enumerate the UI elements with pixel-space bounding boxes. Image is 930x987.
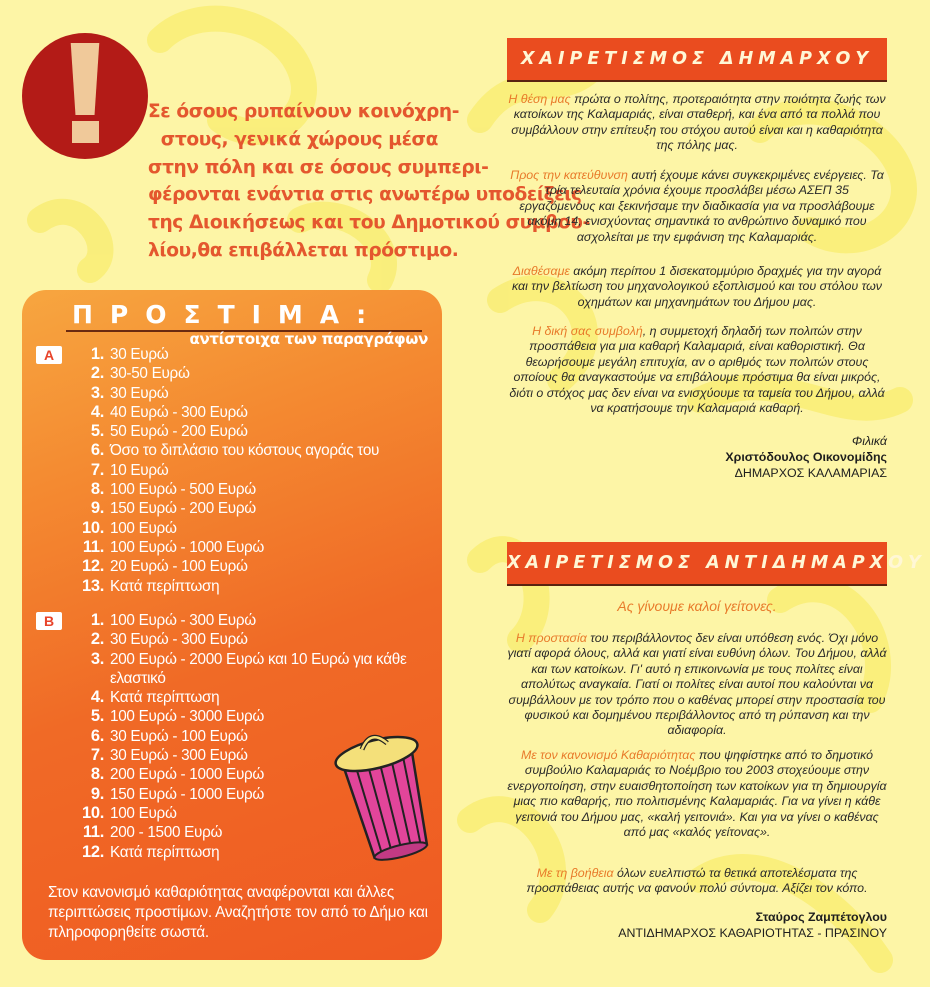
intro-line: στους, γενικά χώρους μέσα (160, 128, 438, 150)
paragraph-lead: Με τη βοήθεια (536, 866, 614, 880)
fine-number: 2. (90, 364, 104, 383)
fine-amount: 150 Ευρώ - 1000 Ευρώ (110, 785, 265, 803)
fine-number: 10. (81, 803, 104, 822)
deputy-subhead: Ας γίνουμε καλοί γείτονες. (617, 598, 777, 614)
intro-line: Σε όσους ρυπαίνουν κοινόχρη- (148, 101, 460, 122)
fine-amount: 30 Ευρώ - 300 Ευρώ (110, 747, 248, 765)
paragraph-text: που ψηφίστηκε από το δημοτικό συμβούλιο Καλαμαριάς το Νοέμβριο του 2003 στοχεύουμε στην ενεργοποίηση, στην ευαισθητοποίηση των κατοίκων για τη δημιουργία μιας πιο καθαρής, πιο πολιτισμένης Καλαμαριάς. Για να γίνει η κάθε γειτονιά του Δήμου μας, «καλή γειτονιά». Και για να γίνει ο καθένας από μας «καλός γείτονας». (507, 748, 887, 840)
fine-item (66, 499, 379, 518)
fine-amount: 200 - 1500 Ευρώ (110, 824, 223, 842)
fine-item (66, 461, 379, 480)
fine-number: 11. (82, 823, 104, 842)
fine-amount: 100 Ευρώ - 500 Ευρώ (110, 481, 256, 499)
fine-number: 5. (90, 422, 104, 441)
section-b-badge: B (36, 612, 62, 630)
fine-item (66, 519, 379, 538)
fine-number: 8. (90, 480, 104, 499)
fine-number: 11. (82, 537, 104, 556)
fine-number: 6. (90, 726, 104, 745)
fine-number: 10. (81, 518, 104, 537)
mayor-paragraph (507, 264, 887, 310)
fine-amount: 150 Ευρώ - 200 Ευρώ (110, 500, 256, 518)
fine-amount: 100 Ευρώ - 300 Ευρώ (110, 612, 256, 629)
mayor-paragraph (507, 168, 887, 245)
fine-item (66, 557, 379, 576)
mayor-banner: ΧΑΙΡΕΤΙΣΜΟΣ ΔΗΜΑΡΧΟΥ (507, 38, 887, 80)
fines-title: ΠΡΟΣΤΙΜΑ: (72, 300, 384, 329)
fine-amount: 40 Ευρώ - 300 Ευρώ (110, 403, 248, 421)
fine-item (66, 650, 430, 689)
fine-number: 9. (90, 499, 104, 518)
fine-amount: 30 Ευρώ - 100 Ευρώ (110, 727, 248, 745)
mayor-signature (507, 433, 887, 481)
paragraph-text: πρώτα ο πολίτης, προτεραιότητα στην ποιότητα ζωής των κατοίκων της Καλαμαριάς, είναι σταθερή, και ένα από τα πολλά που συμβάλλουν στην επίτευξη του στόχου αυτού είναι και η καθαριότητα της πόλης μας. (511, 92, 886, 153)
fine-amount: 30-50 Ευρώ (110, 365, 190, 383)
paragraph-text: , η συμμετοχή δηλαδή των πολιτών στην προσπάθεια για μια καθαρή Καλαμαριά, είναι καθοριστική. Θα θεωρήσουμε μεγάλη επιτυχία, αν ο αριθμός των πολιτών στους οποίους θα αναγκαστούμε να επιβάλουμε πρόστιμα θα είναι μικρός, διότι ο στόχος μας δεν είναι να ενισχύουμε τα ταμεία του Δήμου, αλλά να κρατήσουμε την Καλαμαριά καθαρή. (509, 324, 885, 416)
intro-line: στην πόλη και σε όσους συμπερι- (148, 156, 489, 178)
paragraph-lead: Με τον κανονισμό Καθαριότητας (520, 748, 696, 762)
intro-line: λίου,θα επιβάλλεται πρόστιμο. (148, 239, 459, 261)
mayor-paragraph (507, 324, 887, 416)
fine-amount: 100 Ευρώ - 1000 Ευρώ (110, 538, 265, 556)
fine-number: 3. (90, 383, 104, 402)
fine-amount: 20 Ευρώ - 100 Ευρώ (110, 558, 248, 576)
paragraph-lead: Η δική σας συμβολή (532, 324, 643, 338)
fine-number: 8. (90, 765, 104, 784)
fine-amount: 200 Ευρώ - 1000 Ευρώ (110, 766, 265, 784)
fine-amount: 10 Ευρώ (110, 461, 169, 479)
fine-item (66, 441, 379, 460)
paragraph-lead: Η θέση μας (508, 92, 571, 106)
deputy-paragraph (507, 631, 887, 739)
fine-number: 4. (90, 688, 104, 707)
fine-number: 6. (90, 441, 104, 460)
paragraph-text: ακόμη περίπου 1 δισεκατομμύριο δραχμές για την αγορά και την βελτίωση του μηχανολογικού εξοπλισμού και του στόλου των οχημάτων και μηχανημάτων του Δήμου μας. (512, 264, 882, 309)
fine-item (66, 480, 379, 499)
paragraph-text: αυτή έχουμε κάνει συγκεκριμένες ενέργειες. Τα τρία τελευταία χρόνια έχουμε προσλάβει μέσω ΑΣΕΠ 35 εργαζόμενους και ξεκινήσαμε την διαδικασία για να προσλάβουμε ακόμη 14, ενισχύοντας σημαντικά το ανθρώπινο δυναμικό που ασχολείται με την εμφάνιση της Καλαμαριάς. (519, 168, 884, 244)
fine-amount: Κατά περίπτωση (110, 843, 220, 861)
fine-amount: Κατά περίπτωση (110, 577, 220, 595)
paragraph-lead: Διαθέσαμε (512, 264, 570, 278)
fine-amount: 30 Ευρώ (110, 384, 169, 402)
fine-amount: 100 Ευρώ (110, 804, 177, 822)
deputy-signature (507, 909, 887, 941)
fine-amount: 200 Ευρώ - 2000 Ευρώ και 10 Ευρώ για κάθε ελαστικό (110, 650, 407, 687)
fine-item (66, 688, 430, 707)
fines-subtitle: αντίστοιχα των παραγράφων (189, 330, 428, 348)
exclamation-icon (68, 43, 102, 143)
fine-number: 1. (90, 611, 104, 629)
trash-can-icon (330, 713, 440, 863)
fine-item (66, 422, 379, 441)
fine-item (66, 630, 430, 649)
mayor-paragraph (507, 92, 887, 154)
fines-footer: Στον κανονισμό καθαριότητας αναφέρονται και άλλες περιπτώσεις προστίμων. Αναζητήστε τον από το Δήμο και πληροφορηθείτε σωστά. (48, 884, 428, 941)
fine-number: 12. (81, 842, 104, 861)
paragraph-text: όλων ευελπιστώ τα θετικά αποτελέσματα της προσπάθειας αυτής να φανούν πολύ σύντομα. Αξίζει τον κόπο. (526, 866, 868, 896)
fine-number: 7. (90, 746, 104, 765)
signature-name: Χριστόδουλος Οικονομίδης (725, 450, 887, 464)
section-a-list (66, 345, 379, 596)
fine-number: 4. (90, 402, 104, 421)
fine-number: 5. (90, 707, 104, 726)
paragraph-lead: Η προστασία (515, 631, 587, 645)
paragraph-lead: Προς την κατεύθυνση (510, 168, 628, 182)
signature-role: ΔΗΜΑΡΧΟΣ ΚΑΛΑΜΑΡΙΑΣ (734, 466, 887, 480)
fine-item (66, 345, 379, 364)
fine-item (66, 403, 379, 422)
signature-name: Σταύρος Ζαμπέτογλου (755, 910, 887, 924)
fine-number: 2. (90, 630, 104, 649)
fine-amount: Κατά περίπτωση (110, 689, 220, 707)
fine-number: 1. (90, 345, 104, 363)
fine-amount: 100 Ευρώ (110, 519, 177, 537)
fine-number: 12. (81, 557, 104, 576)
deputy-paragraph (507, 748, 887, 840)
deputy-paragraph (507, 866, 887, 897)
fine-amount: 50 Ευρώ - 200 Ευρώ (110, 423, 248, 441)
mayor-banner-underline (507, 80, 887, 82)
intro-line: φέρονται ενάντια στις ανωτέρω υποδείξεις (148, 184, 582, 206)
deputy-banner-underline (507, 584, 887, 586)
fine-item (66, 384, 379, 403)
fine-item (66, 364, 379, 383)
signature-regards: Φιλικά (851, 434, 887, 448)
fine-number: 9. (90, 784, 104, 803)
fine-number: 13. (81, 576, 104, 595)
fine-amount: 30 Ευρώ - 300 Ευρώ (110, 631, 248, 649)
fine-amount: 30 Ευρώ (110, 346, 169, 363)
fine-item (66, 577, 379, 596)
fine-number: 7. (90, 460, 104, 479)
intro-line: της Διοικήσεως και του Δημοτικού συμβου- (148, 212, 590, 234)
fine-number: 3. (90, 649, 104, 668)
fine-item (66, 611, 430, 630)
section-a-badge: A (36, 346, 62, 364)
fine-item (66, 538, 379, 557)
fine-amount: 100 Ευρώ - 3000 Ευρώ (110, 708, 265, 726)
fine-amount: Όσο το διπλάσιο του κόστους αγοράς του (110, 442, 380, 460)
deputy-banner: ΧΑΙΡΕΤΙΣΜΟΣ ΑΝΤΙΔΗΜΑΡΧΟΥ (507, 542, 887, 584)
paragraph-text: του περιβάλλοντος δεν είναι υπόθεση ενός. Όχι μόνο γιατί αφορά όλους, αλλά και γιατί είναι ευθύνη όλων. Του Δήμου, αλλά και των κατοίκων. Γι' αυτό η επικοινωνία με τους πολίτες είναι απολύτως αναγκαία. Γιατί οι πολίτες είναι αυτοί που καλούνται να συμβάλλουν με τον τρόπο που ο καθένας μπορεί στην προστασία του φυσικού και δομημένου περιβάλλοντος από τη ρύπανση και την αδιαφορία. (507, 631, 887, 738)
signature-role: ΑΝΤΙΔΗΜΑΡΧΟΣ ΚΑΘΑΡΙΟΤΗΤΑΣ - ΠΡΑΣΙΝΟΥ (618, 926, 887, 940)
